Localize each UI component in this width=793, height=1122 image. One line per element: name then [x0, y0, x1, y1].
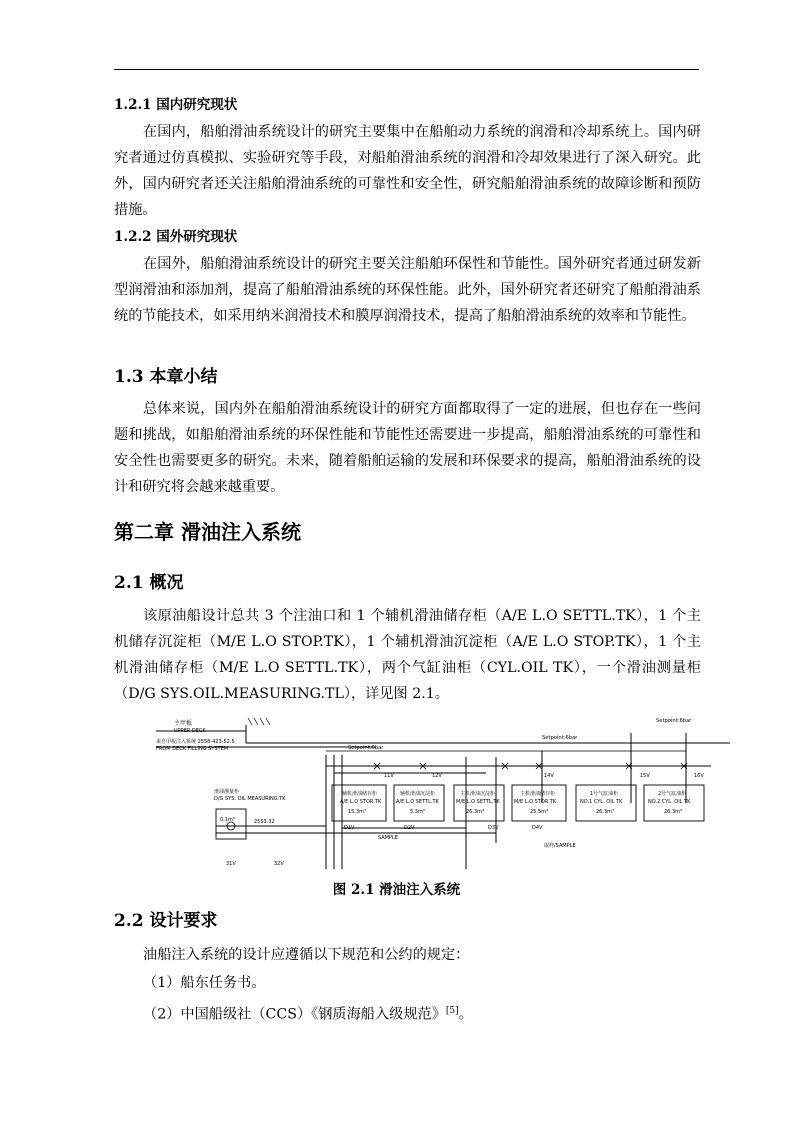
tank-5-vol: 26.3m³	[596, 809, 615, 815]
paragraph-2-1	[114, 603, 701, 707]
section-heading-2-2: 2.2 设计要求	[114, 911, 218, 931]
figure-caption: 图 2.1 滑油注入系统	[332, 882, 461, 898]
pipe-label: 25S3.32	[254, 819, 275, 825]
measuring-vol: 0.1m³	[220, 817, 235, 823]
valve-11v: 11V	[384, 773, 394, 779]
tank-4-vol: 25.5m³	[530, 809, 549, 815]
section-heading-1-2-1: 1.2.1 国内研究现状	[114, 97, 238, 113]
setpoint-1: Setpoint:6bar	[348, 745, 384, 751]
drain-d3v: D3V	[488, 825, 499, 831]
drain-d1v: D1V	[344, 825, 355, 831]
valve-15v: 15V	[640, 773, 650, 779]
sample-label: SAMPLE	[378, 835, 398, 841]
tank-6-en: NO.2 CYL. OIL TK	[648, 799, 691, 805]
measuring-en: D/G SYS. OIL MEASURING.TK	[214, 796, 286, 802]
tank-3-en: M/E L.O SETTL.TK	[456, 799, 500, 805]
setpoint-3: Setpoint:6bar	[656, 718, 692, 724]
header-rule	[114, 69, 699, 70]
section-heading-2-1: 2.1 概况	[114, 573, 184, 593]
tank-4-cn: 主机滑油储存柜	[520, 791, 556, 797]
tank-1-vol: 15.3m³	[348, 809, 367, 815]
tank-1-en: A/E L.O STOR.TK	[340, 799, 382, 805]
setpoint-2: Setpoint:6bar	[542, 735, 578, 741]
tank-1-cn: 辅机滑油储存柜	[342, 791, 378, 797]
deck-label: 主甲板	[174, 720, 193, 727]
valve-32v: 32V	[274, 861, 284, 867]
list-item-2-end: 。	[458, 1006, 473, 1023]
lube-oil-filling-diagram	[156, 713, 730, 869]
tank-5-en: NO.1 CYL. OIL TK	[580, 799, 623, 805]
drain-d4v: D4V	[532, 825, 543, 831]
tank-6-cn: 2号气缸油柜	[658, 791, 687, 797]
paragraph-1-2-2	[114, 251, 701, 329]
list-item-1: （1）船东任务书。	[143, 975, 266, 991]
tank-2-en: A/E L.O SETTL.TK	[396, 799, 439, 805]
paragraph-text: 该原油船设计总共 3 个注油口和 1 个辅机滑油储存柜（A/E L.O SETTL.TK），1 个主机储存沉淀柜（M/E L.O STOP.TK），1 个辅机滑油沉淀柜（A/E L.O STOP.TK），1 个主机滑油储存柜（M/E L.O SETTL.TK），两个气缸油柜（CYL.OIL TK），一个滑油测量柜（D/G SYS.OIL.MEASURING.TL），详见图 2.1。	[114, 608, 701, 702]
citation-ref: [5]	[445, 1006, 459, 1016]
paragraph-1-2-1	[114, 119, 701, 223]
tank-3-vol: 26.3m³	[466, 809, 485, 815]
tank-2-cn: 辅机滑油沉淀柜	[400, 791, 436, 797]
deck-label-en: UPPER DECK	[174, 728, 206, 734]
list-item-2-text: （2）中国船级社（CCS）《钢质海船入级规范》	[143, 1006, 446, 1023]
filling-label: 来自甲板注入系统 2558-423-52.5	[156, 739, 235, 745]
tank-5-cn: 1号气缸油柜	[590, 791, 619, 797]
valve-14v: 14V	[544, 773, 554, 779]
measuring-cn: 滑油测量柜	[214, 789, 240, 795]
tank-4-en: M/E L.O STOR.TK	[514, 799, 557, 805]
tank-6-vol: 26.3m³	[664, 809, 683, 815]
valve-31v: 31V	[226, 861, 236, 867]
valve-16v: 16V	[694, 773, 704, 779]
sample-label-2: 取样/SAMPLE	[544, 843, 576, 849]
paragraph-text: 在国外，船舶滑油系统设计的研究主要关注船舶环保性和节能性。国外研究者通过研发新型润滑油和添加剂，提高了船舶滑油系统的环保性能。此外，国外研究者还研究了船舶滑油系统的节能技术，如采用纳米润滑技术和膜厚润滑技术，提高了船舶滑油系统的效率和节能性。	[114, 256, 701, 324]
valve-12v: 12V	[432, 773, 442, 779]
section-heading-1-2-2: 1.2.2 国外研究现状	[114, 229, 238, 245]
section-heading-1-3: 1.3 本章小结	[114, 367, 218, 387]
tank-2-vol: 5.3m³	[410, 809, 425, 815]
chapter-heading: 第二章 滑油注入系统	[114, 520, 301, 544]
paragraph-1-3	[114, 396, 701, 500]
filling-label-en: FROM DECK FILLING SYSTEM	[156, 746, 229, 752]
paragraph-text: 在国内，船舶滑油系统设计的研究主要集中在船舶动力系统的润滑和冷却系统上。国内研究者通过仿真模拟、实验研究等手段，对船舶滑油系统的润滑和冷却效果进行了深入研究。此外，国内研究者还关注船舶滑油系统的可靠性和安全性，研究船舶滑油系统的故障诊断和预防措施。	[114, 124, 701, 218]
list-item-2	[143, 1001, 473, 1025]
tank-3-cn: 主机滑油沉淀柜	[460, 791, 496, 797]
paragraph-text: 总体来说，国内外在船舶滑油系统设计的研究方面都取得了一定的进展，但也存在一些问题和挑战，如船舶滑油系统的环保性能和节能性还需要进一步提高，船舶滑油系统的可靠性和安全性也需要更多的研究。未来，随着船舶运输的发展和环保要求的提高，船舶滑油系统的设计和研究将会越来越重要。	[114, 401, 701, 495]
drain-d2v: D2V	[404, 825, 415, 831]
paragraph-2-2: 油船注入系统的设计应遵循以下规范和公约的规定：	[143, 947, 470, 963]
